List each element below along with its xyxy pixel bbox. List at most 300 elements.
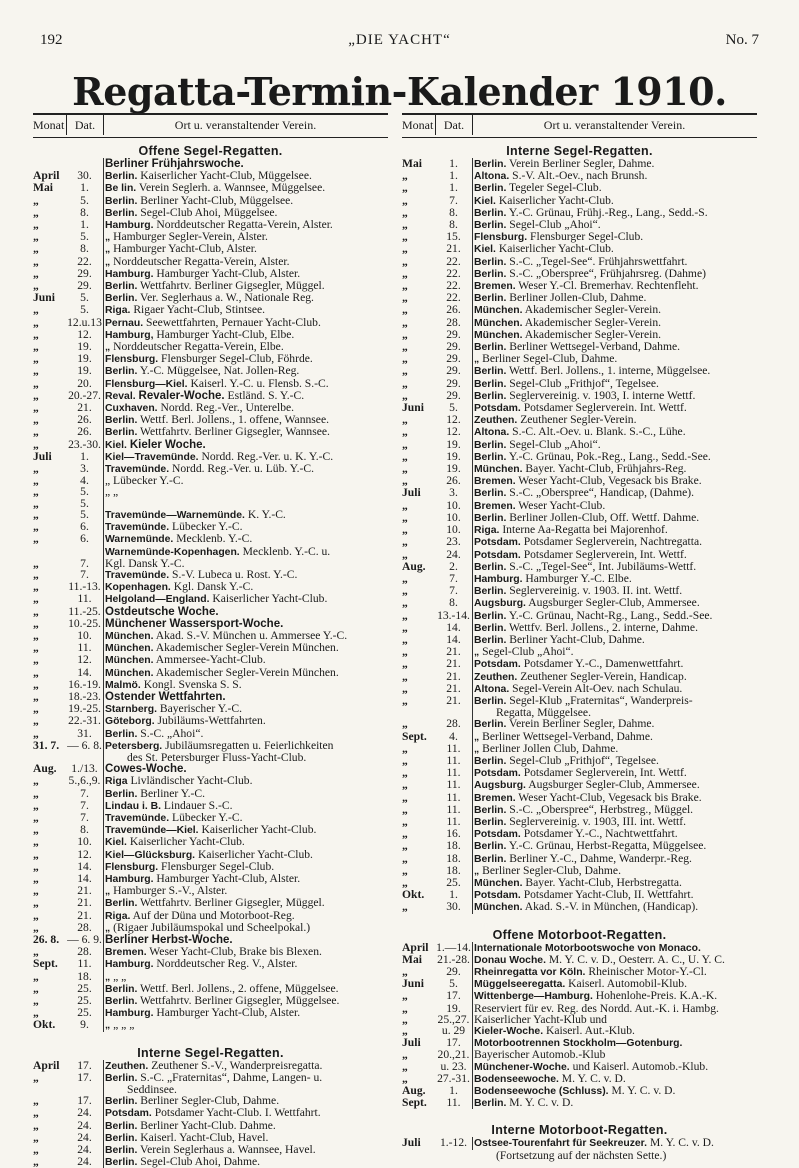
- row-month: April: [402, 940, 429, 954]
- row-club: Hohenlohe-Preis. K.A.-K.: [595, 989, 718, 1003]
- row-text: [105, 752, 388, 763]
- row-club: Kgl. Dansk Y.-C.: [105, 556, 185, 570]
- row-month: „: [33, 205, 39, 219]
- row-club: Mecklenb. Y.-C.: [176, 532, 253, 546]
- row-date: 26.: [66, 414, 104, 426]
- row-month: „: [402, 839, 408, 853]
- row-place: Hamburg.: [105, 1008, 154, 1020]
- calendar-row: [33, 606, 388, 618]
- row-place: Berlin.: [105, 788, 138, 800]
- row-month: „: [402, 741, 408, 755]
- row-month: „: [33, 969, 39, 983]
- calendar-row: [33, 1156, 388, 1168]
- row-date: 23.-30.: [66, 439, 104, 451]
- row-place: München.: [474, 329, 523, 341]
- row-month: „: [33, 786, 39, 800]
- row-club: Bayer. Yacht-Club, Herbstregatta.: [525, 875, 682, 889]
- row-date: 8.: [435, 597, 473, 609]
- row-place: Hamburg.: [105, 220, 154, 232]
- row-place: Hamburg.: [105, 959, 154, 971]
- row-month: „: [402, 645, 408, 659]
- row-month: „: [33, 340, 39, 354]
- row-place: Travemünde.: [105, 569, 170, 581]
- row-club: Berliner Yacht-Club, Dahme.: [509, 632, 645, 646]
- row-date: 29.: [435, 966, 473, 978]
- row-month: „: [33, 230, 39, 244]
- row-club: Wettfahrtv. Berliner Gigsegler, Müggel.: [140, 896, 325, 910]
- row-club: Bayerischer Y.-C.: [159, 702, 242, 716]
- row-place: München.: [105, 643, 154, 655]
- left-column: [33, 113, 388, 1168]
- row-month: „: [402, 242, 408, 256]
- row-place: Kiel.: [105, 439, 127, 451]
- row-place: Reval.: [105, 390, 136, 402]
- row-place: Hamburg.: [105, 268, 154, 280]
- row-club: S.-C. „Tegel-See“. Frühjahrswettfahrt.: [509, 254, 688, 268]
- row-place: Berlin.: [105, 293, 138, 305]
- row-club: Flensburger Segel-Club.: [161, 859, 275, 873]
- row-date: 21.: [66, 402, 104, 414]
- row-month: „: [33, 908, 39, 922]
- row-month: „: [33, 592, 39, 606]
- row-month: „: [402, 571, 408, 585]
- row-club: Weser Yacht-Club, Brake bis Blexen.: [149, 945, 322, 959]
- row-place: Potsdam.: [474, 659, 521, 671]
- row-date: 3.: [66, 463, 104, 475]
- row-place: Bremen.: [474, 500, 516, 512]
- row-date: 1.-12.: [435, 1137, 473, 1149]
- row-club: Y.-C. Müggelsee, Nat. Jollen-Reg.: [139, 364, 300, 378]
- row-text: [105, 922, 388, 934]
- row-place: Potsdam.: [474, 890, 521, 902]
- row-event: Münchener Wassersport-Woche.: [105, 617, 284, 630]
- row-date: 5.,6.,9.: [66, 775, 104, 787]
- row-date: 29.: [435, 378, 473, 390]
- row-text: [105, 475, 388, 486]
- row-month: „: [402, 693, 408, 707]
- row-month: „: [33, 462, 39, 476]
- row-date: 21.: [435, 695, 473, 707]
- row-place: Berlin.: [105, 996, 138, 1008]
- row-club: Wettf. Berl. Jollens., 2. offene, Müggelsee.: [140, 981, 339, 995]
- row-place: „: [105, 244, 111, 256]
- place-header: Ort u. veranstaltender Verein.: [174, 118, 317, 132]
- row-date: 11.: [435, 1097, 473, 1109]
- row-month: „: [402, 1001, 408, 1015]
- month-header: Monat: [33, 118, 65, 132]
- row-club: Berliner Yacht-Club. Dahme.: [140, 1118, 276, 1132]
- row-club: Y.-C. Grünau, Pok.-Reg., Lang., Sedd.-See.: [508, 449, 711, 463]
- row-month: „: [402, 364, 408, 378]
- row-club: Akad. S.-V. in München, (Handicap).: [524, 900, 699, 914]
- row-club: S.-C. „Oberspree“, Herbstreg., Müggel.: [509, 802, 694, 816]
- row-month: „: [402, 413, 408, 427]
- month-header: Monat: [402, 118, 434, 132]
- row-club: Norddeutscher Reg. V., Alster.: [156, 957, 298, 971]
- row-place: Berlin.: [474, 220, 507, 232]
- row-date: 5.: [66, 195, 104, 207]
- row-place: Travemünde—Kiel.: [105, 825, 199, 837]
- row-date: 29.: [66, 268, 104, 280]
- calendar-row: [33, 1019, 388, 1031]
- row-date: 22.: [66, 256, 104, 268]
- row-month: „: [33, 1143, 39, 1157]
- row-date: 17.: [435, 1037, 473, 1049]
- row-club: Segel-Verein Alt-Oev. nach Schulau.: [512, 681, 683, 695]
- row-month: „: [33, 474, 39, 488]
- row-month: Okt.: [402, 888, 425, 902]
- row-month: „: [33, 1106, 39, 1120]
- row-text: [105, 1156, 388, 1168]
- row-month: „: [402, 620, 408, 634]
- row-date: 5.: [66, 292, 104, 304]
- row-text: [105, 958, 388, 970]
- row-date: 7.: [435, 195, 473, 207]
- row-month: „: [402, 193, 408, 207]
- row-club: Zeuthener S.-V., Wanderpreisregatta.: [151, 1058, 323, 1072]
- row-date: 19.: [66, 341, 104, 353]
- row-club: Norddeutscher Regatta-Verein, Alster.: [156, 218, 333, 232]
- row-date: 2.: [435, 561, 473, 573]
- row-month: „: [402, 900, 408, 914]
- row-month: April: [33, 1058, 60, 1072]
- row-text: [474, 1150, 757, 1161]
- row-club: Potsdamer Seglerverein. Int. Wettf.: [523, 401, 687, 415]
- row-place: Berlin.: [474, 561, 507, 573]
- row-month: „: [402, 608, 408, 622]
- row-month: „: [402, 376, 408, 390]
- row-month: „: [33, 677, 39, 691]
- row-club: Hamburger Y.-C. Elbe.: [525, 571, 632, 585]
- row-place: Altona.: [474, 427, 510, 439]
- row-place: Kiel—Glücksburg.: [105, 849, 196, 861]
- row-month: „: [402, 510, 408, 524]
- row-date: 31.: [66, 728, 104, 740]
- row-club: Bayer. Yacht-Club, Frühjahrs-Reg.: [525, 462, 687, 476]
- row-month: „: [33, 352, 39, 366]
- row-date: 10.-25.: [66, 618, 104, 630]
- row-club: Kaiserl. Automobil-Klub.: [568, 977, 687, 991]
- calendar-row: [33, 958, 388, 970]
- row-place: Petersberg.: [105, 740, 163, 752]
- row-place: Berlin.: [474, 342, 507, 354]
- row-date: 1.: [435, 170, 473, 182]
- row-club: Hamburger Yacht-Club, Alster.: [156, 871, 301, 885]
- page-number: 192: [40, 32, 63, 48]
- row-club: Kaiserl. Y.-C. u. Flensb. S.-C.: [190, 376, 329, 390]
- row-club: Kaiserlicher Yacht-Club.: [129, 835, 245, 849]
- row-month: „: [402, 827, 408, 841]
- row-date: 12.: [435, 426, 473, 438]
- row-month: „: [33, 798, 39, 812]
- row-month: „: [402, 218, 408, 232]
- row-date: 7.: [66, 788, 104, 800]
- row-club: Seddinsee.: [127, 1083, 177, 1097]
- row-club: Potsdamer Seglerverein, Int. Wettf.: [523, 766, 687, 780]
- row-date: 1.: [66, 182, 104, 194]
- row-club: Y.-C. Grünau, Nacht-Rg., Lang., Sedd.-See.: [508, 608, 713, 622]
- row-club: Akademischer Segler-Verein.: [524, 315, 662, 329]
- journal-name: „DIE YACHT“: [348, 32, 451, 48]
- row-date: 7.: [66, 558, 104, 569]
- row-place: Potsdam.: [105, 1108, 152, 1120]
- row-month: „: [402, 523, 408, 537]
- row-month: „: [33, 896, 39, 910]
- row-date: 21.: [435, 658, 473, 670]
- row-club: Berliner Segler-Club, Dahme.: [482, 863, 621, 877]
- row-month: „: [33, 823, 39, 837]
- row-club: S.-V. Alt.-Oev., nach Brunsh.: [512, 169, 648, 183]
- row-month: „: [33, 945, 39, 959]
- row-date: 24.: [66, 1132, 104, 1144]
- row-month: „: [33, 567, 39, 581]
- row-place: Berlin.: [474, 634, 507, 646]
- row-date: 5.: [435, 402, 473, 414]
- row-club: Verein Seglerhaus a. Wannsee, Havel.: [140, 1143, 316, 1157]
- row-month: „: [402, 279, 408, 293]
- row-month: „: [33, 884, 39, 898]
- row-month: „: [33, 413, 39, 427]
- row-month: „: [33, 507, 39, 521]
- row-month: „: [402, 669, 408, 683]
- row-place: Berlin.: [105, 728, 138, 740]
- row-date: 25.: [66, 995, 104, 1007]
- row-place: Helgoland—England.: [105, 594, 210, 606]
- row-date: 5.: [66, 231, 104, 243]
- row-date: 11.: [435, 792, 473, 804]
- row-month: „: [33, 388, 39, 402]
- row-club: Akad. S.-V. München u. Ammersee Y.-C.: [155, 628, 348, 642]
- row-place: Bremen.: [474, 281, 516, 293]
- row-month: „: [33, 376, 39, 390]
- row-club: M. Y. C. v. D.: [561, 1071, 626, 1085]
- row-club: Flensburger Segel-Club, Föhrde.: [161, 352, 313, 366]
- row-date: 26.: [66, 426, 104, 438]
- row-month: „: [402, 814, 408, 828]
- row-club: Rigaer Yacht-Club, Stintsee.: [133, 303, 266, 317]
- row-club: Potsdamer Yacht-Club. I. Wettfahrt.: [154, 1106, 321, 1120]
- row-place: Berlin.: [105, 1132, 138, 1144]
- row-date: 19.: [66, 365, 104, 377]
- row-date: 20.: [66, 378, 104, 390]
- row-club: Weser Y.-Cl. Bremerhav. Rechtenfleht.: [518, 279, 699, 293]
- row-club: Wettfahrtv. Berliner Gigsegler, Müggelsee.: [140, 994, 340, 1008]
- row-month: Juli: [402, 1036, 421, 1050]
- row-month: „: [402, 181, 408, 195]
- row-date: 21.: [66, 885, 104, 897]
- row-place: „: [105, 1020, 111, 1032]
- row-club: Kaiserlicher Yacht-Club.: [498, 242, 614, 256]
- row-place: Zeuthen.: [474, 671, 518, 683]
- row-club: Kaiserl. Yacht-Club, Havel.: [140, 1130, 269, 1144]
- row-club: K. Y.-C.: [247, 507, 286, 521]
- row-month: „: [33, 485, 39, 499]
- row-club: S.-C. „Oberspree“, Handicap, (Dahme).: [509, 486, 695, 500]
- row-date: 17.: [66, 1060, 104, 1072]
- calendar-row: [402, 901, 757, 913]
- row-month: Aug.: [33, 762, 57, 776]
- row-club: Zeuthener Segler-Verein, Handicap.: [520, 669, 687, 683]
- row-month: „: [33, 242, 39, 256]
- row-club: Augsburger Segler-Club, Ammersee.: [528, 596, 700, 610]
- row-place: München.: [105, 667, 154, 679]
- row-month: „: [33, 871, 39, 885]
- row-club: Hamburger Yacht-Club, Alster.: [113, 242, 257, 256]
- row-place: Warnemünde-Kopenhagen.: [105, 546, 240, 558]
- row-club: Potsdamer Seglerverein, Nachtregatta.: [523, 535, 703, 549]
- row-place: Berlin.: [105, 281, 138, 293]
- row-date: 1.: [435, 158, 473, 170]
- row-date: 8.: [66, 243, 104, 255]
- row-month: „: [33, 303, 39, 317]
- row-club: Berliner Y.-C.: [140, 786, 205, 800]
- row-date: 25.: [66, 1007, 104, 1019]
- row-month: „: [402, 535, 408, 549]
- right-column-body: [402, 138, 757, 1161]
- row-place: Berlin.: [474, 390, 507, 402]
- row-month: „: [402, 790, 408, 804]
- date-header: Dat.: [66, 115, 104, 135]
- row-date: 18.: [435, 865, 473, 877]
- row-club: Berliner Wettsegel-Verband, Dahme.: [482, 729, 653, 743]
- row-club: Norddeutscher Regatta-Verein, Alster.: [113, 254, 290, 268]
- row-text: [105, 426, 388, 438]
- row-month: „: [33, 810, 39, 824]
- row-month: „: [402, 778, 408, 792]
- row-month: „: [33, 1130, 39, 1144]
- calendar-row: [402, 1150, 757, 1161]
- row-event: Berliner Frühjahrswoche.: [105, 158, 244, 170]
- row-club: Potsdamer Seglerverein, Int. Wettf.: [523, 547, 687, 561]
- row-date: 10.: [435, 512, 473, 524]
- row-month: „: [33, 994, 39, 1008]
- row-club: S.-C. „Oberspree“, Frühjahrsreg. (Dahme): [509, 266, 706, 280]
- row-date: 1.—14.: [435, 942, 473, 954]
- row-month: „: [33, 702, 39, 716]
- row-club: Segel-Klub „Fraternitas“, Wanderpreis-: [509, 693, 693, 707]
- row-place: Ostsee-Tourenfahrt für Seekreuzer.: [474, 1138, 648, 1150]
- row-month: „: [402, 230, 408, 244]
- row-place: Kieler-Woche.: [474, 1026, 544, 1038]
- row-event: Revaler-Woche.: [138, 389, 225, 402]
- row-place: Berlin.: [474, 853, 507, 865]
- row-month: „: [402, 291, 408, 305]
- row-club: Wettfahrtv. Berliner Gigsegler, Wannsee.: [140, 425, 330, 439]
- row-month: „: [402, 474, 408, 488]
- row-date: 29.: [435, 353, 473, 365]
- row-club: Berliner Yacht-Club, Müggelsee.: [140, 193, 294, 207]
- row-club: Verein Berliner Segler, Dahme.: [509, 157, 655, 170]
- row-month: „: [33, 254, 39, 268]
- row-place: Berlin.: [474, 256, 507, 268]
- row-club: „ Lübecker Y.-C.: [105, 474, 184, 488]
- place-header: Ort u. veranstaltender Verein.: [543, 118, 686, 132]
- row-month: „: [33, 327, 39, 341]
- row-place: Zeuthen.: [474, 415, 518, 427]
- row-date: 1.: [66, 219, 104, 231]
- row-club: (Rigaer Jubiläumspokal und Scheelpokal.): [113, 920, 311, 934]
- section-title: Offene Motorboot-Regatten.: [492, 927, 667, 942]
- row-place: Kiel.: [474, 244, 496, 256]
- row-date: 23.: [435, 536, 473, 548]
- row-club: Augsburger Segler-Club, Ammersee.: [528, 778, 700, 792]
- row-month: Sept.: [33, 957, 58, 971]
- row-date: 29.: [435, 341, 473, 353]
- date-header: Dat.: [435, 115, 473, 135]
- row-month: Mai: [402, 157, 422, 170]
- row-place: Travemünde.: [105, 812, 170, 824]
- row-club: Livländischer Yacht-Club.: [130, 774, 253, 788]
- row-place: Warnemünde.: [105, 534, 174, 546]
- row-date: 12.: [435, 414, 473, 426]
- row-date: 30.: [435, 901, 473, 913]
- row-club: Berliner Jollen-Club, Off. Wettf. Dahme.: [509, 510, 700, 524]
- running-header: [40, 32, 759, 52]
- calendar-row: [33, 715, 388, 727]
- row-club: Berliner Segler-Club, Dahme.: [140, 1094, 280, 1108]
- row-club: Ammersee-Yacht-Club.: [155, 653, 266, 667]
- row-club: Berliner Jollen Club, Dahme.: [482, 741, 619, 755]
- row-month: „: [33, 1118, 39, 1132]
- row-club: Seglervereinig. v. 1903, I. interne Wettf.: [509, 388, 696, 402]
- row-month: Okt.: [33, 1018, 56, 1032]
- row-place: Altona.: [474, 171, 510, 183]
- row-club: Akademischer Segler-Verein.: [524, 327, 662, 341]
- row-place: „: [474, 865, 480, 877]
- row-date: 13.-14.: [435, 610, 473, 622]
- row-club: Segel-Club „Ahoi“.: [482, 645, 574, 659]
- row-date: 28.: [66, 922, 104, 934]
- row-place: Starnberg.: [105, 704, 157, 716]
- row-month: „: [33, 496, 39, 510]
- row-date: 10.: [66, 630, 104, 642]
- row-club: Rheinischer Motor-Y.-Cl.: [588, 965, 707, 978]
- row-month: „: [402, 169, 408, 183]
- row-date: 9.: [66, 1019, 104, 1031]
- row-month: „: [402, 1024, 408, 1038]
- row-month: „: [402, 303, 408, 317]
- row-club: S.-C. Alt.-Oev. u. Blank. S.-C., Lühe.: [512, 425, 686, 439]
- row-month: „: [402, 1012, 408, 1026]
- row-club: Berliner Wettsegel-Verband, Dahme.: [509, 340, 681, 354]
- row-club: S.-C. „Tegel-See“, Int. Jubiläums-Wettf.: [509, 559, 697, 573]
- row-date: 11.: [435, 804, 473, 816]
- row-club: Nordd. Reg.-Ver. u. Lüb. Y.-C.: [172, 462, 315, 476]
- row-place: Riga: [105, 776, 128, 788]
- row-club: Seewettfahrten, Pernauer Yacht-Club.: [146, 315, 321, 329]
- row-date: 24.: [435, 549, 473, 561]
- row-club: Lübecker Y.-C.: [172, 810, 243, 824]
- row-place: Rheinregatta vor Köln.: [474, 967, 586, 978]
- row-place: Bremen.: [105, 947, 147, 959]
- row-date: 16.-19.: [66, 679, 104, 691]
- row-date: 14.: [435, 634, 473, 646]
- row-place: Berlin.: [474, 719, 507, 731]
- row-place: Hamburg.: [105, 873, 154, 885]
- row-club: Kaiserlicher Yacht-Club.: [197, 847, 313, 861]
- row-club: Nordd. Reg.-Ver. u. K. Y.-C.: [201, 449, 334, 463]
- row-date: 21.: [435, 683, 473, 695]
- row-place: Berlin.: [105, 415, 138, 427]
- row-club: Kaiserlicher Yacht-Club.: [212, 592, 328, 606]
- row-date: 29.: [435, 329, 473, 341]
- row-date: 10.: [435, 500, 473, 512]
- row-date: 11.: [435, 743, 473, 755]
- row-place: Flensburg.: [105, 861, 159, 873]
- calendar-row: [33, 486, 388, 497]
- row-place: Berlin.: [474, 268, 507, 280]
- row-club: Segel-Club Ahoi, Müggelsee.: [140, 205, 278, 219]
